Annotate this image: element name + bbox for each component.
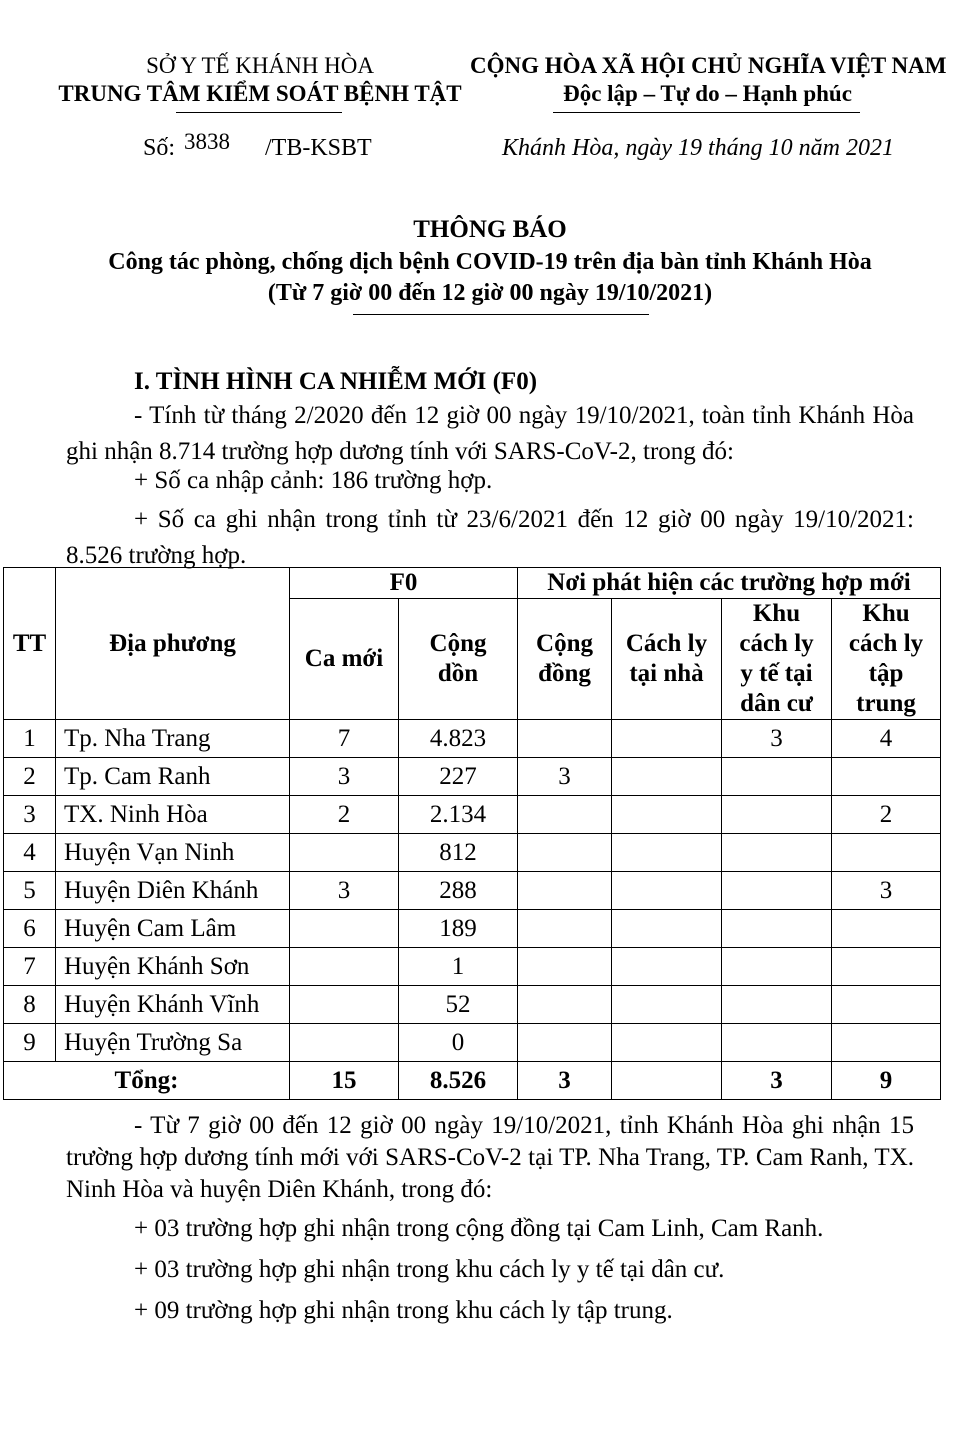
cell-tt: 5 xyxy=(4,872,56,910)
cell-total-residential-isolation: 3 xyxy=(722,1062,832,1100)
doc-number-label: Số: xyxy=(143,135,176,161)
cell-tt: 2 xyxy=(4,758,56,796)
cell-locality: Huyện Khánh Sơn xyxy=(56,948,290,986)
paragraph-text: - Từ 7 giờ 00 đến 12 giờ 00 ngày 19/10/2021, tỉnh Khánh Hòa ghi nhận 15 trường hợp dương tính mới với SARS-CoV-2 tại TP. Nha Trang, TP. Cam Ranh, TX. Ninh Hòa và huyện Diên Khánh, trong đó: xyxy=(66,1112,914,1203)
agency-underline xyxy=(176,112,342,113)
cell-central-isolation xyxy=(832,986,941,1024)
cell-tt: 3 xyxy=(4,796,56,834)
cell-new-cases: 2 xyxy=(290,796,399,834)
cell-locality: Huyện Khánh Vĩnh xyxy=(56,986,290,1024)
section-paragraph xyxy=(66,502,914,574)
cell-home-isolation xyxy=(612,910,722,948)
cell-central-isolation: 3 xyxy=(832,872,941,910)
cell-cumulative: 189 xyxy=(399,910,518,948)
cell-central-isolation: 4 xyxy=(832,720,941,758)
cell-tt: 9 xyxy=(4,1024,56,1062)
header-central-isolation: Khu cách ly tập trung xyxy=(832,599,941,720)
cell-residential-isolation xyxy=(722,796,832,834)
section-heading: I. TÌNH HÌNH CA NHIỄM MỚI (F0) xyxy=(134,368,538,395)
cell-home-isolation xyxy=(612,948,722,986)
cell-residential-isolation: 3 xyxy=(722,720,832,758)
cell-home-isolation xyxy=(612,758,722,796)
header-locality: Địa phương xyxy=(56,568,290,720)
cell-cumulative: 52 xyxy=(399,986,518,1024)
national-title: CỘNG HÒA XÃ HỘI CHỦ NGHĨA VIỆT NAM xyxy=(470,53,947,78)
cell-community xyxy=(518,1024,612,1062)
cell-locality: Huyện Cam Lâm xyxy=(56,910,290,948)
table-row xyxy=(4,910,941,948)
table-row xyxy=(4,986,941,1024)
paragraph-text: + 03 trường hợp ghi nhận trong khu cách ly y tế tại dân cư. xyxy=(134,1256,725,1283)
cell-cumulative: 812 xyxy=(399,834,518,872)
cell-total-new-cases: 15 xyxy=(290,1062,399,1100)
paragraph-text: + 03 trường hợp ghi nhận trong cộng đồng tại Cam Linh, Cam Ranh. xyxy=(134,1215,824,1242)
header-new-cases: Ca mới xyxy=(290,599,399,720)
cell-new-cases xyxy=(290,910,399,948)
agency-parent: SỞ Y TẾ KHÁNH HÒA xyxy=(146,53,374,78)
section-paragraph xyxy=(66,463,914,499)
cell-residential-isolation xyxy=(722,986,832,1024)
cell-community xyxy=(518,872,612,910)
header-residential-isolation: Khu cách ly y tế tại dân cư xyxy=(722,599,832,720)
cell-residential-isolation xyxy=(722,948,832,986)
header-f0: F0 xyxy=(290,568,518,599)
table-row xyxy=(4,796,941,834)
cell-home-isolation xyxy=(612,796,722,834)
agency-name: TRUNG TÂM KIỂM SOÁT BỆNH TẬT xyxy=(58,81,462,106)
after-bullet xyxy=(66,1293,914,1329)
cell-community: 3 xyxy=(518,758,612,796)
cell-residential-isolation xyxy=(722,910,832,948)
paragraph-text: + Số ca nhập cảnh: 186 trường hợp. xyxy=(134,467,493,494)
doc-title: THÔNG BÁO xyxy=(413,216,567,243)
cell-new-cases: 3 xyxy=(290,872,399,910)
cell-locality: TX. Ninh Hòa xyxy=(56,796,290,834)
header-community: Cộng đồng xyxy=(518,599,612,720)
cell-central-isolation: 2 xyxy=(832,796,941,834)
table-row xyxy=(4,834,941,872)
paragraph-text: + 09 trường hợp ghi nhận trong khu cách ly tập trung. xyxy=(134,1297,673,1324)
cell-community xyxy=(518,834,612,872)
paragraph-text: - Tính từ tháng 2/2020 đến 12 giờ 00 ngày 19/10/2021, toàn tỉnh Khánh Hòa ghi nhận 8.714 trường hợp dương tính với SARS-CoV-2, trong đó: xyxy=(66,402,914,465)
cell-home-isolation xyxy=(612,834,722,872)
cell-locality: Huyện Diên Khánh xyxy=(56,872,290,910)
table-row xyxy=(4,948,941,986)
cell-community xyxy=(518,986,612,1024)
doc-number-suffix: /TB-KSBT xyxy=(265,135,372,161)
cell-new-cases xyxy=(290,1024,399,1062)
cell-tt: 4 xyxy=(4,834,56,872)
paragraph-text: + Số ca ghi nhận trong tỉnh từ 23/6/2021 đến 12 giờ 00 ngày 19/10/2021: 8.526 trường hợp. xyxy=(66,506,914,569)
table-total-row xyxy=(4,1062,941,1100)
cell-central-isolation xyxy=(832,834,941,872)
cell-tt: 6 xyxy=(4,910,56,948)
table-row xyxy=(4,720,941,758)
cell-locality: Tp. Cam Ranh xyxy=(56,758,290,796)
after-bullet xyxy=(66,1211,914,1247)
cell-new-cases xyxy=(290,834,399,872)
cell-total-community: 3 xyxy=(518,1062,612,1100)
cell-locality: Tp. Nha Trang xyxy=(56,720,290,758)
cell-residential-isolation xyxy=(722,834,832,872)
cell-tt: 1 xyxy=(4,720,56,758)
after-bullet xyxy=(66,1252,914,1288)
cell-home-isolation xyxy=(612,1024,722,1062)
cell-residential-isolation xyxy=(722,758,832,796)
cell-tt: 8 xyxy=(4,986,56,1024)
cell-community xyxy=(518,796,612,834)
header-tt: TT xyxy=(4,568,56,720)
cases-table xyxy=(3,567,941,1100)
table-row xyxy=(4,1024,941,1062)
cell-cumulative: 0 xyxy=(399,1024,518,1062)
cell-central-isolation xyxy=(832,910,941,948)
cell-community xyxy=(518,910,612,948)
doc-subtitle: Công tác phòng, chống dịch bệnh COVID-19 trên địa bàn tỉnh Khánh Hòa xyxy=(108,249,872,275)
header-detection-place: Nơi phát hiện các trường hợp mới xyxy=(518,568,941,599)
cell-new-cases: 7 xyxy=(290,720,399,758)
section-paragraph xyxy=(66,398,914,470)
cell-tt: 7 xyxy=(4,948,56,986)
cell-cumulative: 288 xyxy=(399,872,518,910)
cell-home-isolation xyxy=(612,986,722,1024)
cell-residential-isolation xyxy=(722,872,832,910)
header-cumulative: Cộng dồn xyxy=(399,599,518,720)
doc-number: 3838 xyxy=(184,129,230,154)
cell-home-isolation xyxy=(612,720,722,758)
cell-community xyxy=(518,720,612,758)
cell-cumulative: 1 xyxy=(399,948,518,986)
cell-locality: Huyện Vạn Ninh xyxy=(56,834,290,872)
cell-new-cases: 3 xyxy=(290,758,399,796)
cell-central-isolation xyxy=(832,1024,941,1062)
header-home-isolation: Cách ly tại nhà xyxy=(612,599,722,720)
cell-central-isolation xyxy=(832,758,941,796)
cell-community xyxy=(518,948,612,986)
table-row xyxy=(4,758,941,796)
cell-residential-isolation xyxy=(722,1024,832,1062)
cell-total-label: Tổng: xyxy=(4,1062,290,1100)
title-underline xyxy=(353,314,649,315)
after-paragraph xyxy=(66,1110,914,1206)
cell-total-central-isolation: 9 xyxy=(832,1062,941,1100)
cell-cumulative: 227 xyxy=(399,758,518,796)
cell-total-cumulative: 8.526 xyxy=(399,1062,518,1100)
cell-central-isolation xyxy=(832,948,941,986)
cell-total-home-isolation xyxy=(612,1062,722,1100)
doc-date: Khánh Hòa, ngày 19 tháng 10 năm 2021 xyxy=(502,135,894,161)
cell-locality: Huyện Trường Sa xyxy=(56,1024,290,1062)
cell-cumulative: 2.134 xyxy=(399,796,518,834)
cell-home-isolation xyxy=(612,872,722,910)
doc-period: (Từ 7 giờ 00 đến 12 giờ 00 ngày 19/10/2021) xyxy=(267,280,713,306)
national-motto: Độc lập – Tự do – Hạnh phúc xyxy=(563,81,852,106)
motto-underline xyxy=(553,112,860,113)
table-row xyxy=(4,872,941,910)
cell-cumulative: 4.823 xyxy=(399,720,518,758)
cell-new-cases xyxy=(290,948,399,986)
cell-new-cases xyxy=(290,986,399,1024)
